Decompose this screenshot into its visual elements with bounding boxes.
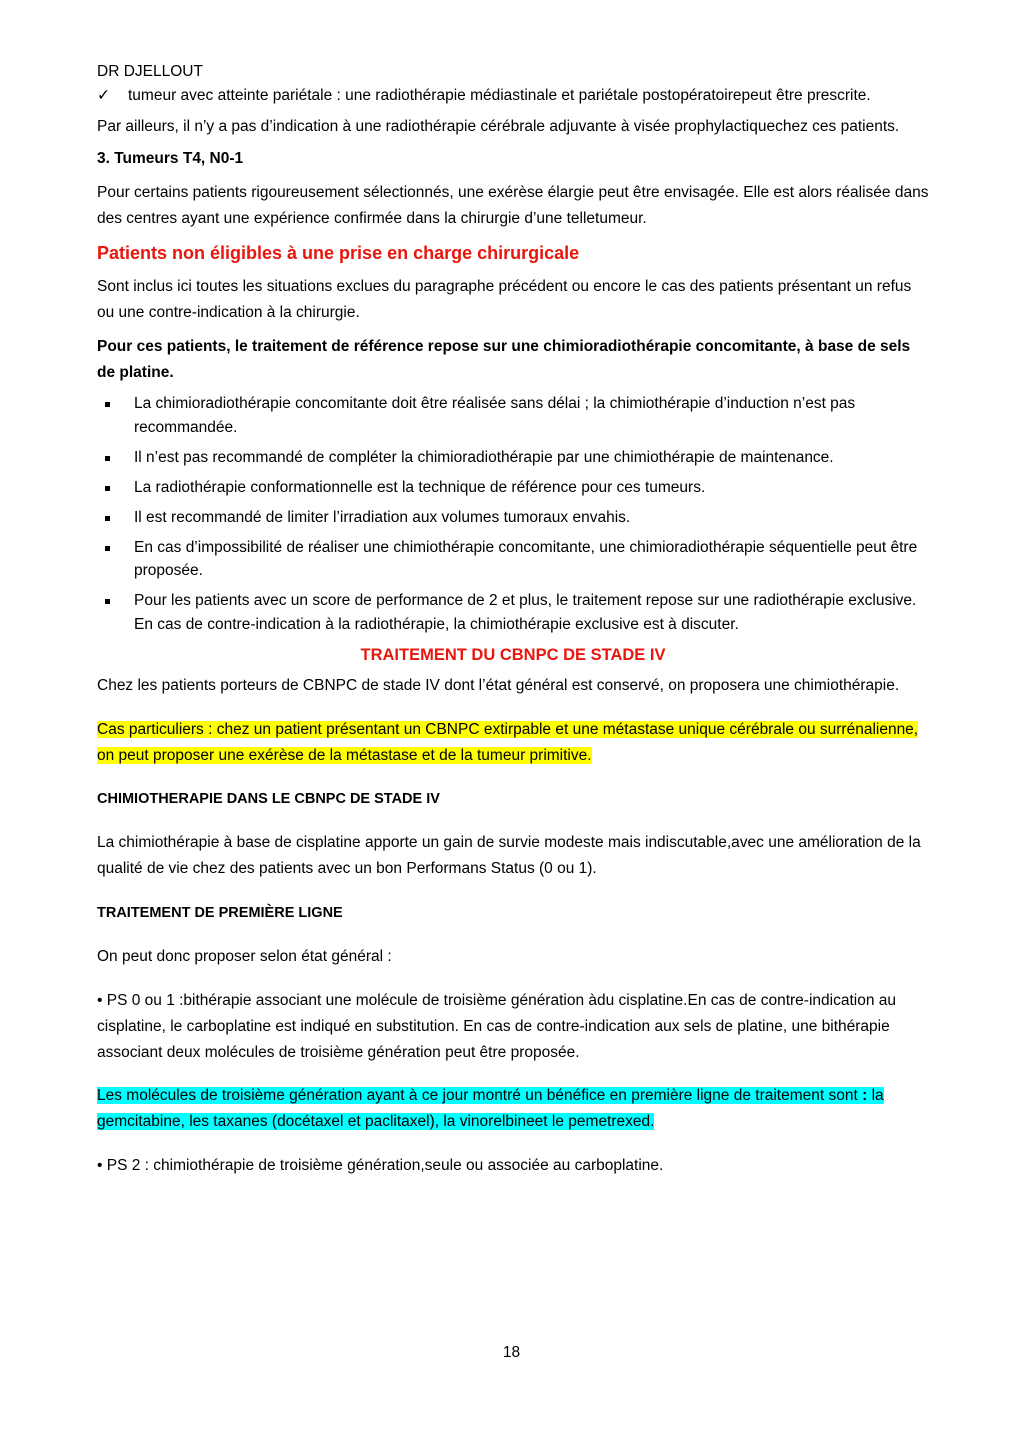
list-item: Pour les patients avec un score de performance de 2 et plus, le traitement repose sur une radiothérapie exclusive. En cas de contre-indication à la radiothérapie, la chimiothérapie exclusive est à discuter. [97,589,929,636]
list-item: Il est recommandé de limiter l’irradiation aux volumes tumoraux envahis. [97,506,929,530]
square-bullet-icon [105,456,110,461]
list-item: En cas d’impossibilité de réaliser une chimiothérapie concomitante, une chimioradiothérapie séquentielle peut être proposée. [97,536,929,583]
list-item: La radiothérapie conformationnelle est la technique de référence pour ces tumeurs. [97,476,929,500]
author-header: DR DJELLOUT [97,63,203,80]
third-gen-molecules-paragraph [97,1083,929,1135]
check-list-item [97,84,929,108]
recommendation-list [97,392,929,636]
chemo-stage-4-text: La chimiothérapie à base de cisplatine apporte un gain de survie modeste mais indiscutable,avec une amélioration de la qualité de vie chez des patients avec un bon Performans Status (0 ou 1). [97,833,921,877]
checkmark-icon: ✓ [97,87,110,104]
yellow-highlight: Cas particuliers : chez un patient présentant un CBNPC extirpable et une métastase unique cérébrale ou surrénalienne, on peut proposer une exérèse de la métastase et de la tumeur primitive. [97,720,919,764]
document-page [97,60,929,1179]
special-cases-paragraph [97,717,929,769]
ps01-paragraph: • PS 0 ou 1 :bithérapie associant une molécule de troisième génération àdu cisplatine.En cas de contre-indication au cisplatine, le carboplatine est indiqué en substitution. En cas de contre-indication aux sels de platine, une bithérapie associant deux molécules de troisième génération peut être proposée. [97,991,896,1061]
list-item: La chimioradiothérapie concomitante doit être réalisée sans délai ; la chimiothérapie d’induction n’est pas recommandée. [97,392,929,439]
square-bullet-icon [105,486,110,491]
chemo-stage-4-heading: CHIMIOTHERAPIE DANS LE CBNPC DE STADE IV [97,790,440,807]
check-item-text: tumeur avec atteinte pariétale : une radiothérapie médiastinale et pariétale postopératoirepeut être prescrite. [128,87,871,104]
square-bullet-icon [105,516,110,521]
square-bullet-icon [105,402,110,407]
section-3-text: Pour certains patients rigoureusement sélectionnés, une exérèse élargie peut être envisagée. Elle est alors réalisée dans des centres ayant une expérience confirmée dans la chirurgie d’une telletumeur. [97,184,929,227]
stage-4-intro: Chez les patients porteurs de CBNPC de stade IV dont l’état général est conservé, on proposera une chimiothérapie. [97,676,900,694]
paragraph-ailleurs: Par ailleurs, il n’y a pas d’indication à une radiothérapie cérébrale adjuvante à visée prophylactiquechez ces patients. [97,118,900,135]
non-eligible-heading: Patients non éligibles à une prise en charge chirurgicale [97,243,580,263]
ps2-paragraph: • PS 2 : chimiothérapie de troisième génération,seule ou associée au carboplatine. [97,1156,664,1174]
stage-4-heading: TRAITEMENT DU CBNPC DE STADE IV [360,645,666,664]
cyan-highlight: Les molécules de troisième génération ayant à ce jour montré un bénéfice en première ligne de traitement sont : la gemcitabine, les taxanes (docétaxel et paclitaxel), la vinorelbineet le pemetrexed. [97,1086,884,1130]
non-eligible-intro: Sont inclus ici toutes les situations exclues du paragraphe précédent ou encore le cas des patients présentant un refus ou une contre-indication à la chirurgie. [97,278,912,321]
page-number: 18 [502,1344,521,1361]
non-eligible-bold-statement: Pour ces patients, le traitement de référence repose sur une chimioradiothérapie concomitante, à base de sels de platine. [97,338,911,381]
list-item: Il n’est pas recommandé de compléter la chimioradiothérapie par une chimiothérapie de maintenance. [97,446,929,470]
square-bullet-icon [105,599,110,604]
first-line-heading: TRAITEMENT DE PREMIÈRE LIGNE [97,904,343,921]
first-line-intro: On peut donc proposer selon état général : [97,947,392,965]
section-3-title: 3. Tumeurs T4, N0-1 [97,150,244,167]
square-bullet-icon [105,546,110,551]
